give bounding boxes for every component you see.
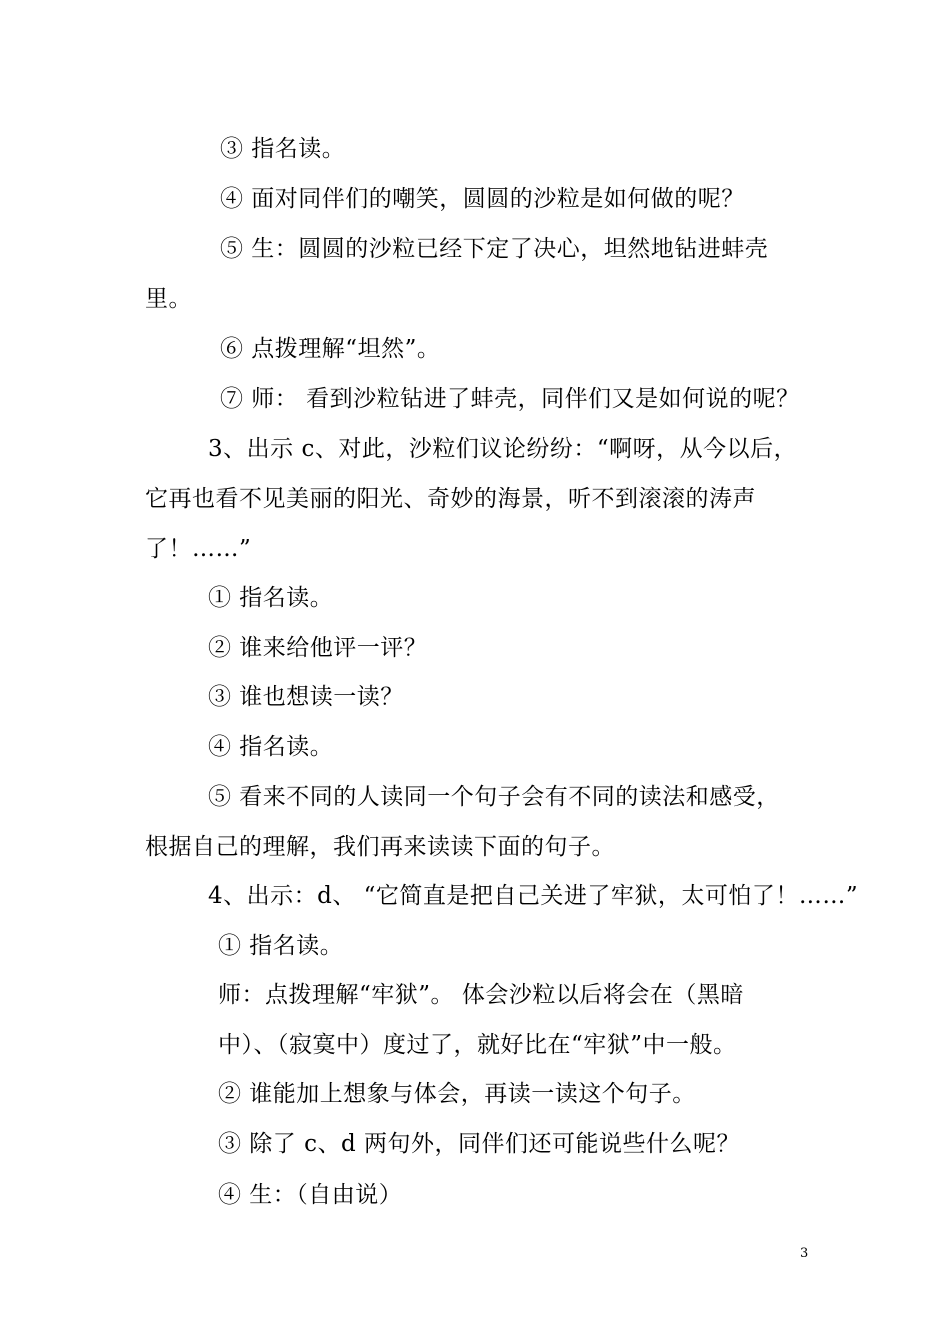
- page-number: 3: [800, 1246, 809, 1261]
- text-line: 它再也看不见美丽的阳光、奇妙的海景，听不到滚滚的涛声: [145, 486, 756, 512]
- text-line: 里。: [145, 286, 192, 312]
- text-line: ④ 指名读。: [208, 734, 334, 760]
- text-line: ① 指名读。: [218, 933, 344, 959]
- text-line: 根据自己的理解，我们再来读读下面的句子。: [145, 834, 615, 860]
- text-line: ④ 生：（自由说）: [218, 1182, 403, 1208]
- text-line: ⑤ 看来不同的人读同一个句子会有不同的读法和感受，: [208, 784, 780, 810]
- text-line: ⑦ 师： 看到沙粒钻进了蚌壳，同伴们又是如何说的呢？: [220, 386, 800, 412]
- text-line: ② 谁来给他评一评？: [208, 635, 428, 661]
- text-line: 3、出示 c、对此，沙粒们议论纷纷：“啊呀，从今以后，: [208, 436, 798, 462]
- text-line: 4、出示：d、 “它简直是把自己关进了牢狱，太可怕了！……”: [208, 883, 859, 909]
- text-line: ③ 谁也想读一读？: [208, 684, 404, 710]
- text-line: ④ 面对同伴们的嘲笑，圆圆的沙粒是如何做的呢？: [220, 186, 745, 212]
- text-line: 师：点拨理解“牢狱”。 体会沙粒以后将会在（黑暗: [218, 982, 744, 1008]
- text-line: ② 谁能加上想象与体会，再读一读这个句子。: [218, 1081, 696, 1107]
- text-line: ① 指名读。: [208, 585, 334, 611]
- text-line: ③ 除了 c、d 两句外，同伴们还可能说些什么呢？: [218, 1131, 741, 1157]
- text-line: 中）、（寂寞中）度过了，就好比在“牢狱”中一般。: [218, 1032, 737, 1058]
- text-line: ⑤ 生：圆圆的沙粒已经下定了决心，坦然地钻进蚌壳: [220, 236, 769, 262]
- text-line: ③ 指名读。: [220, 136, 346, 162]
- text-line: ⑥ 点拨理解“坦然”。: [220, 336, 441, 362]
- text-line: 了！……”: [145, 536, 252, 562]
